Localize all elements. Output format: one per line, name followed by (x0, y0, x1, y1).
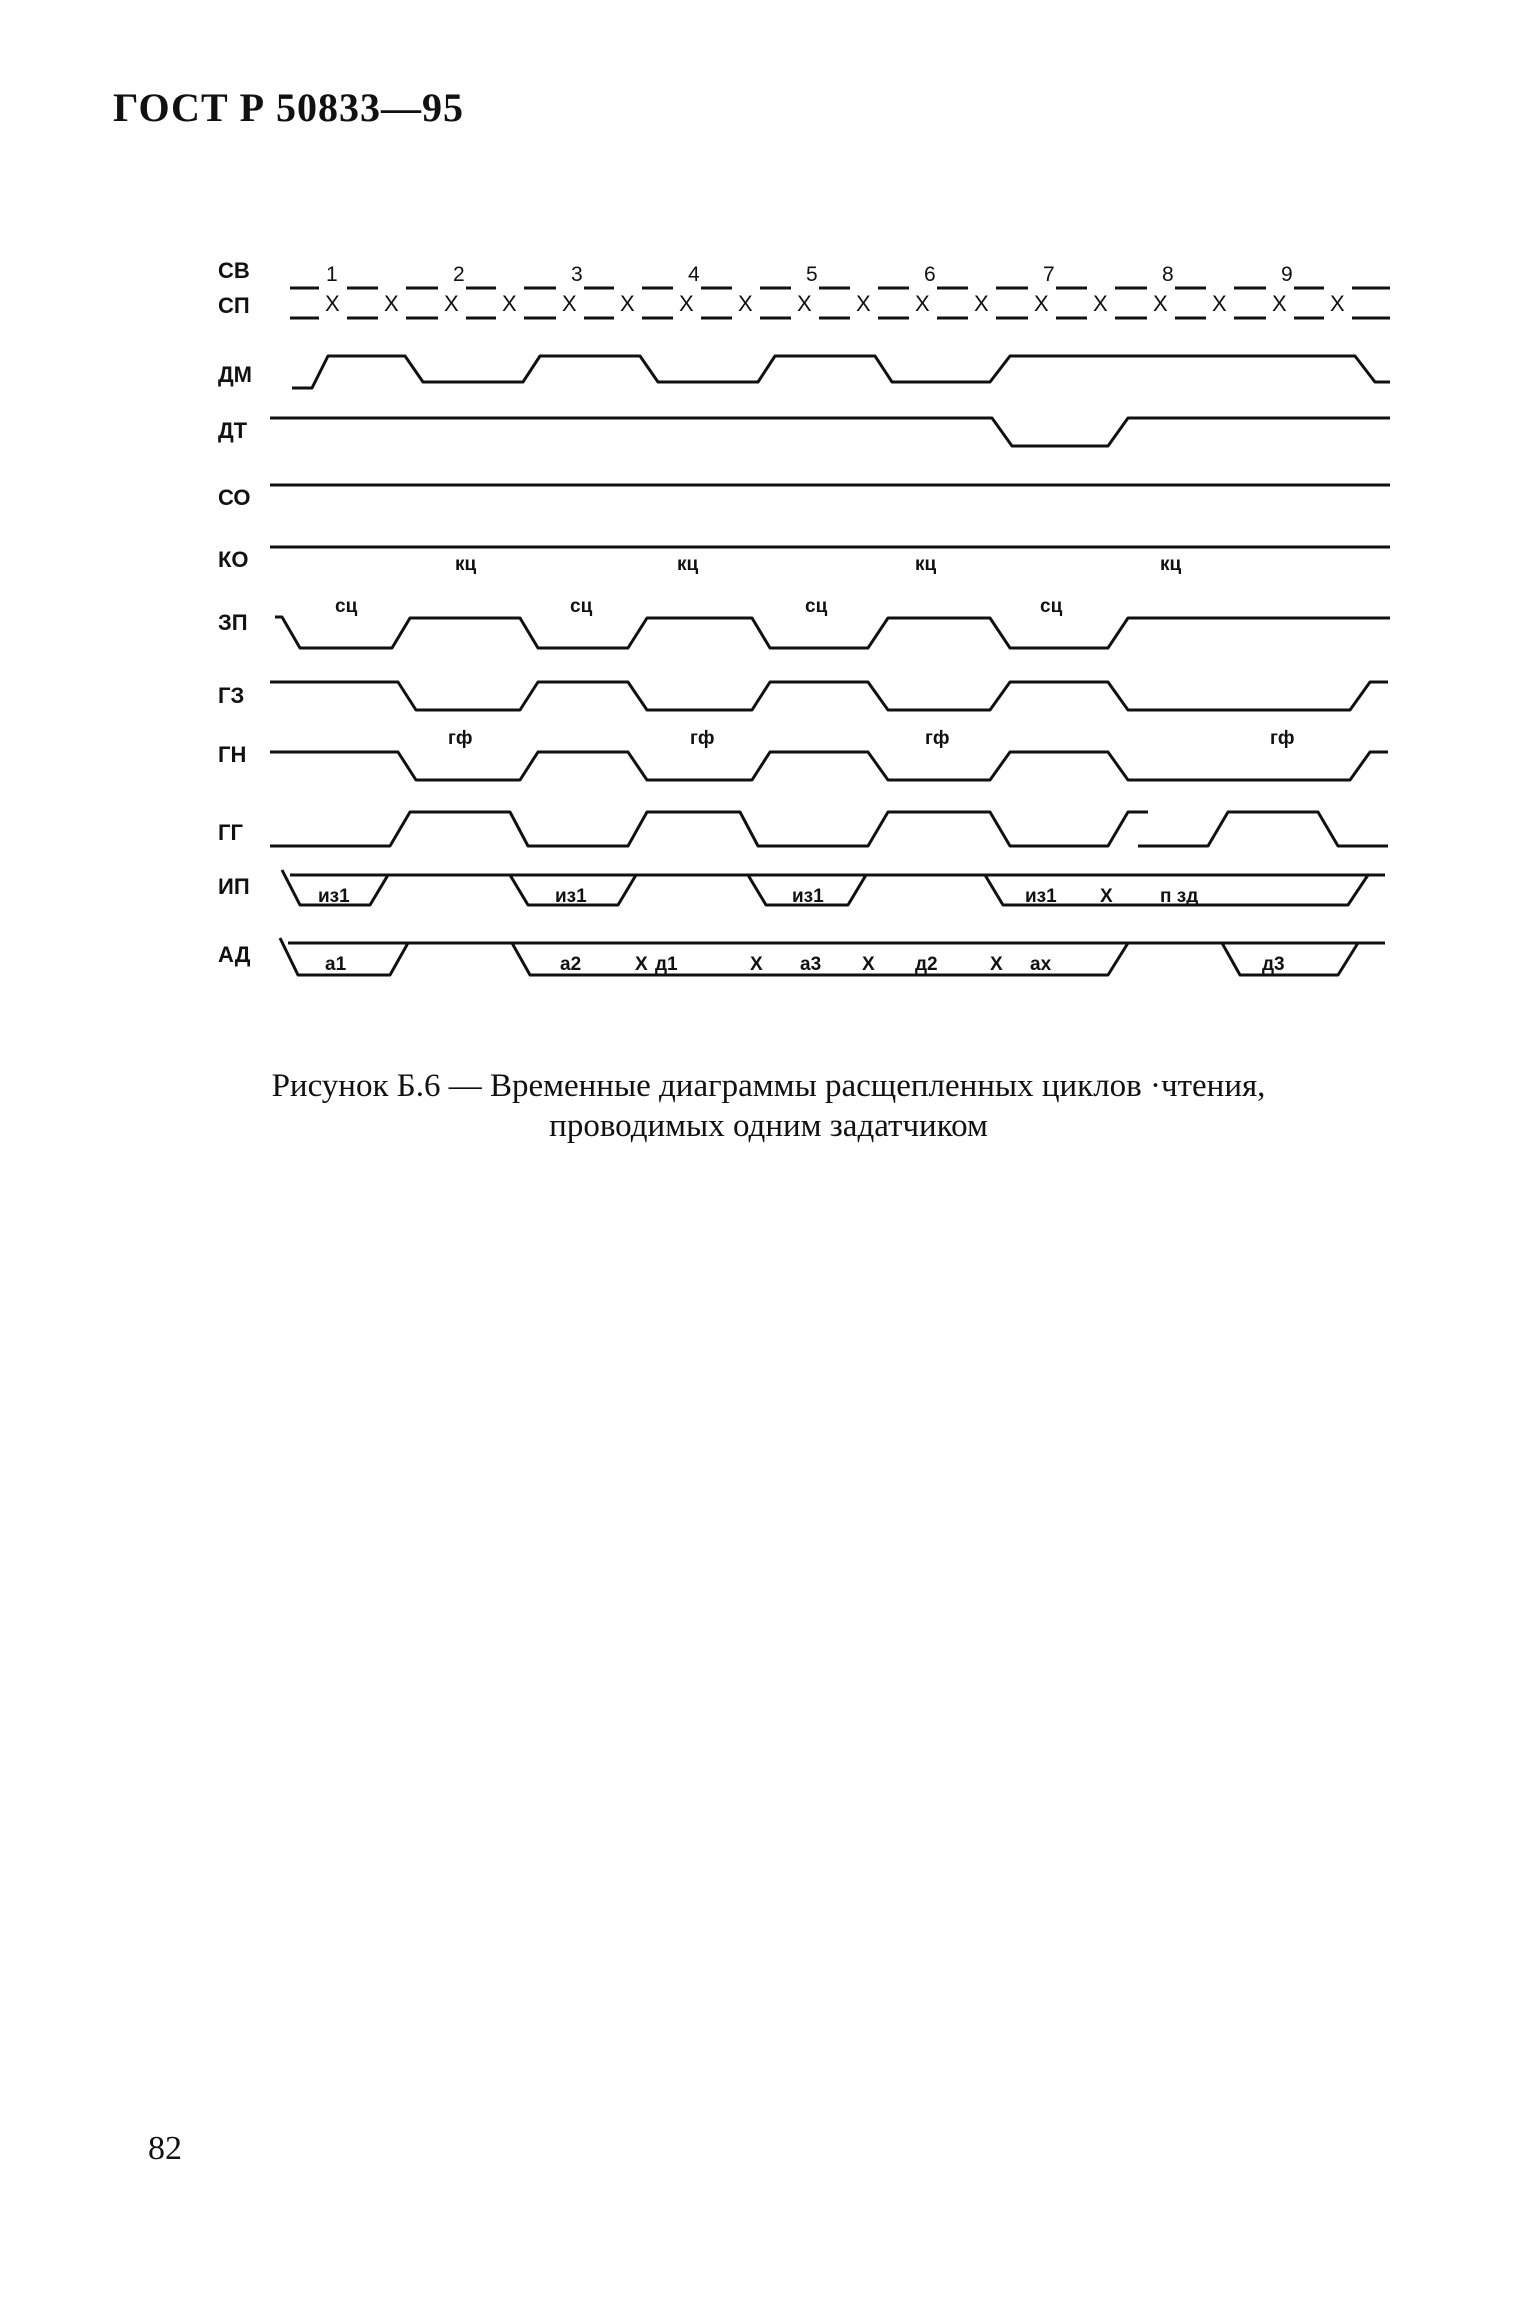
signal-label-gg: ГГ (218, 820, 243, 845)
clock-crossing-x: X (738, 291, 753, 316)
cycle-number-1: 1 (326, 263, 338, 286)
signal-label-co: СО (218, 485, 251, 510)
signal-label-gn: ГН (218, 742, 247, 767)
figure-caption-line-1: Рисунок Б.6 — Временные диаграммы расщепленных циклов ·чтения, (271, 1068, 1266, 1104)
document-header: ГОСТ Р 50833—95 (113, 85, 465, 130)
annotation-ip-2: из1 (555, 886, 587, 907)
annotation-zp-3: сц (805, 596, 828, 617)
annotation-ad-3: X (635, 954, 648, 975)
annotation-ko-2: кц (677, 554, 699, 575)
clock-crossing-x: X (1212, 291, 1227, 316)
signal-gz-waveform (270, 682, 1388, 710)
annotation-gn-1: гф (448, 728, 473, 749)
clock-crossing-x: X (1153, 291, 1168, 316)
cycle-number-7: 7 (1043, 263, 1055, 286)
figure-caption-line-2: проводимых одним задатчиком (549, 1108, 988, 1144)
annotation-ad-4: д1 (655, 954, 678, 975)
cycle-number-9: 9 (1281, 263, 1293, 286)
cycle-number-2: 2 (453, 263, 465, 286)
signal-gn-waveform (270, 752, 1388, 780)
annotation-ad-2: а2 (560, 954, 582, 975)
annotation-zp-2: сц (570, 596, 593, 617)
signal-zp-waveform (275, 617, 1390, 648)
clock-crossing-x: X (444, 291, 459, 316)
signal-dm-waveform (292, 356, 1390, 388)
signal-dt-waveform (270, 418, 1390, 446)
annotation-ip-3: из1 (792, 886, 824, 907)
page-number: 82 (148, 2130, 182, 2167)
annotation-ad-9: X (990, 954, 1003, 975)
annotation-ad-11: д3 (1262, 954, 1285, 975)
annotation-ip-6: п зд (1160, 886, 1199, 907)
signal-label-dt: ДТ (218, 418, 248, 443)
clock-crossing-x: X (562, 291, 577, 316)
annotation-gn-4: гф (1270, 728, 1295, 749)
signal-label-dm: ДМ (218, 362, 252, 387)
clock-crossing-x: X (1272, 291, 1287, 316)
cycle-number-8: 8 (1162, 263, 1174, 286)
annotation-zp-1: сц (335, 596, 358, 617)
clock-crossing-x: X (679, 291, 694, 316)
annotation-ko-3: кц (915, 554, 937, 575)
annotation-ad-1: а1 (325, 954, 347, 975)
annotation-ip-4: из1 (1025, 886, 1057, 907)
clock-crossing-x: X (797, 291, 812, 316)
clock-crossing-x: X (502, 291, 517, 316)
annotation-ad-10: аx (1030, 954, 1052, 975)
timing-diagram (0, 0, 1537, 1000)
cycle-number-6: 6 (924, 263, 936, 286)
clock-crossing-x: X (620, 291, 635, 316)
cycle-number-4: 4 (688, 263, 700, 286)
annotation-ad-8: д2 (915, 954, 938, 975)
cycle-number-5: 5 (806, 263, 818, 286)
clock-crossing-x: X (1093, 291, 1108, 316)
signal-label-gz: ГЗ (218, 683, 245, 708)
signal-label-ip: ИП (218, 874, 250, 899)
clock-crossing-x: X (915, 291, 930, 316)
clock-crossing-x: X (384, 291, 399, 316)
annotation-gn-2: гф (690, 728, 715, 749)
clock-crossing-x: X (1034, 291, 1049, 316)
clock-crossing-x: X (856, 291, 871, 316)
annotation-zp-4: сц (1040, 596, 1063, 617)
annotation-ko-1: кц (455, 554, 477, 575)
annotation-ko-4: кц (1160, 554, 1182, 575)
annotation-ip-1: из1 (318, 886, 350, 907)
clock-crossing-x: X (325, 291, 340, 316)
signal-label-ad: АД (218, 942, 251, 967)
annotation-gn-3: гф (925, 728, 950, 749)
annotation-ad-5: X (750, 954, 763, 975)
signal-label-ko: КО (218, 547, 249, 572)
annotation-ip-5: X (1100, 886, 1113, 907)
clock-crossing-x: X (974, 291, 989, 316)
cycle-number-3: 3 (571, 263, 583, 286)
signal-label-cv: СВ (218, 258, 250, 283)
annotation-ad-7: X (862, 954, 875, 975)
signal-label-zp: ЗП (218, 610, 248, 635)
signal-gg-waveform (270, 812, 1388, 846)
signal-label-sp: СП (218, 293, 250, 318)
annotation-ad-6: а3 (800, 954, 822, 975)
clock-crossing-x: X (1330, 291, 1345, 316)
